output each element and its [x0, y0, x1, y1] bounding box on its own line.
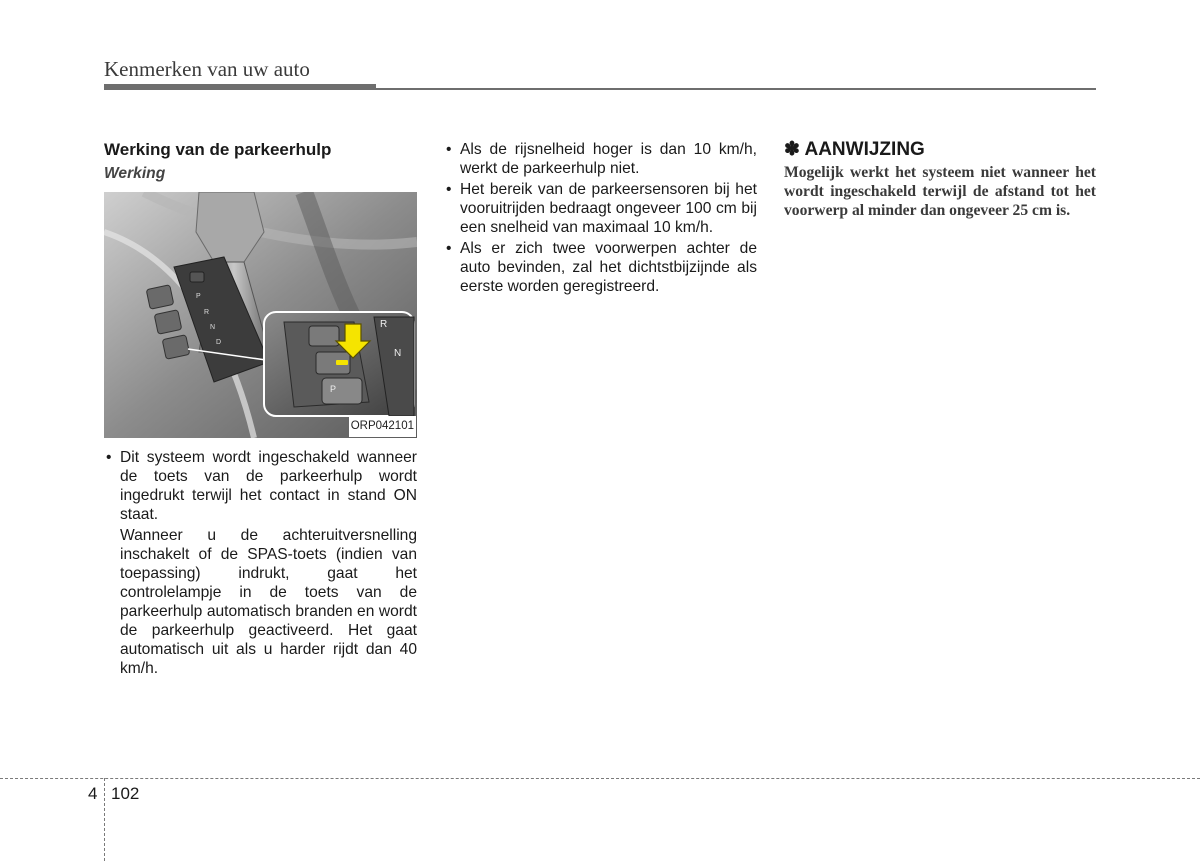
gear-label-n: N: [210, 324, 216, 331]
bullet-list-middle: [444, 140, 757, 296]
column-middle: [444, 140, 757, 298]
bullet-list-left: [104, 448, 417, 678]
zoom-label-n: N: [394, 348, 402, 359]
gear-label-r: R: [204, 309, 210, 316]
gear-console-illustration: [104, 192, 417, 438]
section-heading: Werking van de parkeerhulp: [104, 140, 332, 159]
gear-console-figure: [104, 192, 417, 438]
gear-label-d: D: [216, 339, 222, 346]
list-item: • Het bereik van de parkeersensoren bij het vooruitrijden bedraagt ongeveer 100 cm bij een snelheid van maximaal 10 km/h.: [444, 180, 757, 237]
bullet-continuation: Wanneer u de achteruitversnelling inschakelt of de SPAS-toets (indien van toepassing) indrukt, gaat het controlelampje in de toets van de parkeerhulp automatisch branden en wordt de parkeerhulp geactiveerd. Het gaat automatisch uit als u harder rijdt dan 40 km/h.: [120, 527, 417, 677]
figure-code: ORP042101: [349, 416, 416, 437]
zoom-label-r: R: [380, 319, 388, 330]
running-header: Kenmerken van uw auto: [104, 57, 310, 81]
section-subheading: Werking: [104, 165, 166, 182]
parking-button-label: P: [330, 384, 337, 394]
chapter-number: 4: [88, 784, 98, 803]
note-heading: ✽ AANWIJZING: [784, 139, 925, 160]
header-rule-thick: [104, 84, 376, 90]
page-number: 102: [111, 784, 140, 803]
header-rule-thin: [376, 88, 1096, 90]
note-box: [784, 140, 1096, 220]
bullet-text: • Dit systeem wordt ingeschakeld wanneer de toets van de parkeerhulp wordt ingedrukt terwijl het contact in stand ON staat.: [120, 449, 417, 523]
list-item: • Als de rijsnelheid hoger is dan 10 km/h, werkt de parkeerhulp niet.: [444, 140, 757, 178]
column-left: [104, 140, 417, 680]
note-body: Mogelijk werkt het systeem niet wanneer het wordt ingeschakeld terwijl de afstand tot het voorwerp al minder dan ongeveer 25 cm is.: [784, 164, 1096, 219]
gear-label-p: P: [196, 293, 201, 300]
footer-dashed-divider: [104, 778, 105, 861]
list-item: [104, 448, 417, 678]
footer-dashed-rule: [0, 778, 1200, 779]
list-item: • Als er zich twee voorwerpen achter de auto bevinden, zal het dichtstbijzijnde als eerste worden geregistreerd.: [444, 239, 757, 296]
